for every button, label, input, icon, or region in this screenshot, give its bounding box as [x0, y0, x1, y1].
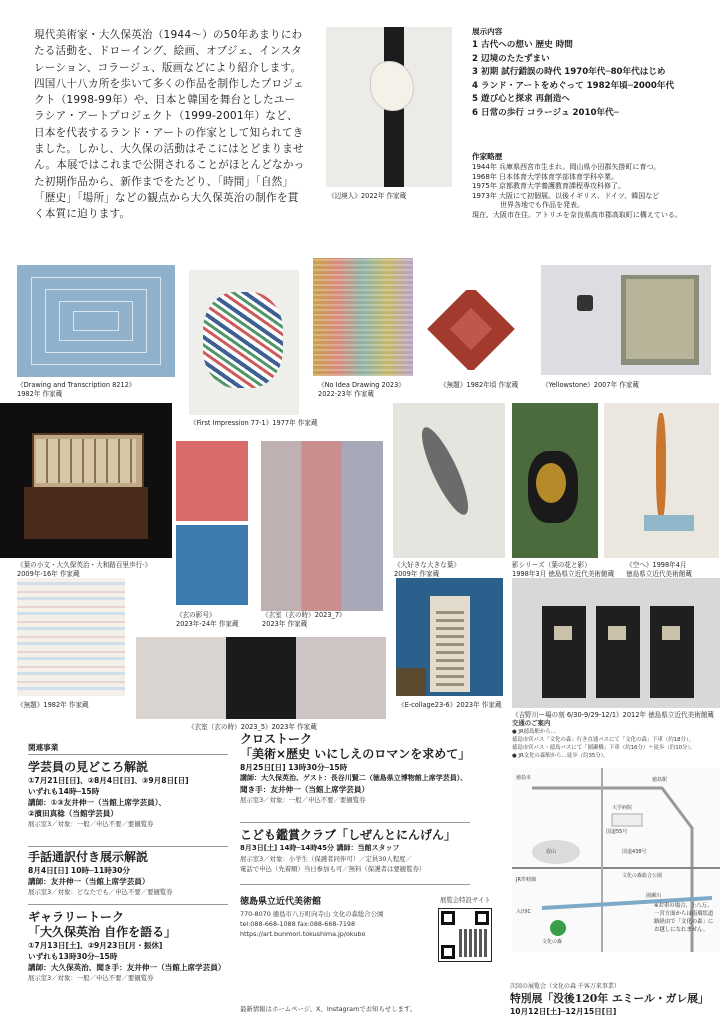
gallery-talk	[28, 910, 225, 983]
biography-line: 現在、大阪市在住。アトリエを奈良県高市郡高取町に構えている。	[472, 210, 682, 219]
artwork-caption: 《吉野川ー場の刻 6/30-9/29-12/1》2012年 徳島県立近代美術館蔵	[512, 711, 715, 719]
event-moderator: 聞き手：友井伸一（当館上席学芸員）	[240, 785, 370, 794]
map-label: JR牟岐線	[516, 877, 536, 883]
map-label: 大学病院	[612, 805, 633, 811]
museum-url-link[interactable]: https://art.bunmori.tokushima.jp/okubo	[240, 930, 366, 938]
artwork-caption: 《E-collage23-6》2023年 作家蔵	[398, 701, 502, 709]
cross-talk	[240, 732, 470, 805]
contents-item: 4 ランド・アートをめぐって 1982年頃─2000年代	[472, 80, 675, 91]
artwork-caption: 《玄室（玄の時）2023_7》 2023年 作家蔵	[262, 611, 346, 628]
divider	[28, 904, 228, 905]
artwork-caption: 《First Impression 77-1》1977年 作家蔵	[190, 419, 318, 427]
biography	[472, 163, 682, 221]
event-date: 8月4日[日] 10時─11時30分	[28, 866, 130, 875]
artwork-image	[176, 525, 248, 605]
event-date: 8月3日[土] 14時─14時45分 講師：当館スタッフ	[240, 844, 400, 852]
next-exhibition-dates: 10月12日[土]─12月15日[日]	[510, 1007, 617, 1016]
artwork-image	[422, 290, 522, 370]
map-label: 徳島駅	[652, 777, 668, 783]
artwork-caption: 《玄の影号》 2023年-24年 作家蔵	[176, 611, 239, 628]
next-exhibition-label: 次回の展覧会（文化の森 千客万来事業）	[510, 983, 620, 990]
divider	[28, 754, 228, 755]
museum-phone: tel:088-668-1088 fax:088-668-7198	[240, 920, 356, 928]
event-dates: ①7月13日[土]、②9月23日[月・振休]	[28, 941, 163, 950]
event-time: いずれも14時─15時	[28, 787, 100, 796]
event-speakers: 講師：大久保英治、ゲスト：長谷川賢二（徳島県立博物館上席学芸員）、	[240, 774, 468, 782]
curator-talk	[28, 760, 189, 829]
museum-info	[240, 896, 383, 939]
artwork-caption: 《玄室（玄の時）2023_5》2023年 作家蔵	[188, 723, 317, 731]
event-title: こども鑑賞クラブ「しぜんとにんげん」	[240, 828, 457, 842]
divider	[28, 846, 228, 847]
access-heading: 交通のご案内	[512, 719, 551, 727]
map-label: 徳島市	[516, 775, 532, 781]
event-title: クロストーク	[240, 732, 313, 746]
artwork-image	[541, 265, 711, 375]
map-label: 国道438号	[622, 849, 647, 855]
biography-line: 1944年 兵庫県西宮市生まれ。岡山県小田郡矢掛町に育つ。	[472, 163, 661, 171]
map-note: ※お車の場合、上八万、一宮方面からは南環状道路経由で「文化の森」にお越しになれません。	[654, 903, 714, 933]
divider	[240, 884, 470, 885]
map-label: 入田IC	[516, 909, 531, 915]
contents-item: 5 遊び心と探求 再創造へ	[472, 94, 570, 105]
artwork-image	[512, 403, 598, 558]
artwork-image	[512, 578, 720, 708]
event-note: 展示室3／対象：一般／申込不要／要観覧券	[240, 796, 366, 804]
event-lecturer: 講師：大久保英治、聞き手：友井伸一（当館上席学芸員）	[28, 963, 226, 972]
artwork-image	[17, 578, 125, 696]
artwork-image	[176, 441, 248, 521]
artwork-caption: 《葉の小文・大久保英治・大和路百里歩行-》 2009年-16年 作家蔵	[17, 561, 152, 578]
divider	[240, 822, 470, 823]
contents-heading: 展示内容	[472, 27, 503, 36]
event-title: 学芸員の見どころ解説	[28, 760, 149, 774]
event-title: 手話通訳付き展示解説	[28, 850, 149, 864]
event-subtitle: 「大久保英治 自作を語る」	[28, 925, 177, 939]
map-label: 眉山	[546, 849, 557, 855]
event-time: いずれも13時30分─15時	[28, 952, 118, 961]
artwork-caption: 《Drawing and Transcription 8212》 1982年 作家蔵	[17, 381, 136, 398]
contents-item: 2 辺境のたたずまい	[472, 53, 550, 64]
map-label: 文化の森	[542, 939, 563, 945]
event-lecturer: 講師：①③友井伸一（当館上席学芸員）、	[28, 798, 167, 807]
biography-line: 世界各地でも作品を発表。	[472, 201, 584, 210]
event-note: 展示室3／対象：一般／申込不要／要観覧券	[28, 974, 154, 982]
artwork-caption: 《空へ》1998年4月 徳島県立近代美術館蔵	[626, 561, 692, 578]
artwork-image	[393, 403, 505, 558]
event-lecturer: 講師：友井伸一（当館上席学芸員）	[28, 877, 150, 886]
biography-heading: 作家略歴	[472, 152, 503, 161]
museum-name: 徳島県立近代美術館	[240, 897, 322, 907]
artwork-image	[326, 27, 452, 187]
contents-item: 3 初期 試行錯誤の時代 1970年代─80年代はじめ	[472, 67, 666, 78]
events-heading: 関連事業	[28, 743, 59, 752]
map-label: 園瀬川	[646, 893, 662, 899]
qr-label: 展覧会特設サイト	[440, 896, 491, 904]
artwork-image	[0, 403, 172, 558]
biography-line: 1968年 日本体育大学体育学部体育学科卒業。	[472, 172, 619, 181]
museum-address: 770-8070 徳島市八万町向寺山 文化の森総合公園	[240, 910, 384, 918]
artwork-image	[189, 270, 299, 415]
artwork-caption: 影シリーズ（葉の花と影） 1998年3月 徳島県立近代美術館蔵	[512, 561, 615, 578]
contents-item: 1 古代への想い 歴史 時間	[472, 40, 573, 50]
event-apply: 電話で申込（先着順）当日参加も可／無料（保護者は要観覧券）	[240, 865, 426, 873]
access-line: 徳島市営バス・徳島バスにて「園瀬橋」下車（約16分）＋徒歩（約10分）。	[512, 745, 696, 751]
event-title: ギャラリートーク	[28, 910, 125, 924]
access-info	[512, 718, 696, 760]
qr-code-icon[interactable]	[438, 908, 492, 962]
event-subtitle: 「美術×歴史 いにしえのロマンを求めて」	[240, 747, 471, 761]
artwork-image	[136, 637, 386, 719]
artwork-caption: 《大好きな大きな葉》 2009年 作家蔵	[394, 561, 460, 578]
artwork-caption: 《No Idea Drawing 2023》 2022-23年 作家蔵	[318, 381, 405, 398]
artwork-caption: 《無題》1982年頃 作家蔵	[440, 381, 519, 389]
artwork-caption: 《辺境人》2022年 作家蔵	[328, 192, 407, 200]
kids-club	[240, 828, 456, 874]
map-label: 文化の森総合公園	[622, 873, 663, 879]
event-lecturer: ②濱田真稔（当館学芸員）	[28, 809, 118, 818]
event-dates: ①7月21日[日]、②8月4日[日]、③9月8日[日]	[28, 776, 189, 785]
sign-language-tour	[28, 850, 173, 897]
artwork-image	[261, 441, 383, 611]
artwork-image	[17, 265, 175, 377]
contents-list	[472, 39, 674, 121]
access-line: ● JR文化の森駅から…徒歩（約35分）。	[512, 753, 609, 759]
event-note: 展示室3／対象：どなたでも／申込不要／要観覧券	[28, 888, 173, 896]
access-line: ● JR徳島駅から…	[512, 729, 557, 735]
artwork-caption: 《無題》1982年 作家蔵	[17, 701, 89, 709]
artwork-image	[313, 258, 413, 376]
artwork-image	[396, 578, 503, 696]
intro-text: 現代美術家・大久保英治（1944〜）の50年あまりにわたる活動を、ドローイング、絵画、オブジェ、インスタレーション、コラージュ、版画などにより紹介します。四国八十八カ所を歩いて多くの作品を制作したプロジェクト（1998-99年）や、日本と韓国を舞台としたユーラシア・アートプロジェクト（1999-2001年）など、日本を代表するランド・アートの作家として知られてきました。しかし、大久保の活動はそこにはとどまりません。本展ではこれまで公開されることがほとんどなかった初期作品から、新作までをたどり、「時間」「自然」「歴史」「場所」などの観点から大久保英治の制作を貫く本質に迫ります。	[34, 29, 305, 221]
event-target: 展示室3／対象：小学生（保護者同伴可）／定員30人程度／	[240, 855, 412, 863]
next-exhibition	[510, 982, 709, 1017]
biography-line: 1973年 大阪にて初個展。以後イギリス、ドイツ、韓国など	[472, 191, 660, 200]
footer-note: 最新情報はホームページ、X、Instagramでお知らせします。	[240, 1005, 417, 1013]
event-note: 展示室3／対象：一般／申込不要／要観覧券	[28, 820, 154, 828]
artwork-caption: 《Yellowstone》2007年 作家蔵	[542, 381, 640, 389]
biography-line: 1975年 京都教育大学養護教育課程専攻科修了。	[472, 182, 626, 191]
event-date: 8月25日[日] 13時30分─15時	[240, 763, 348, 772]
contents-item: 6 日常の歩行 コラージュ 2010年代─	[472, 107, 619, 118]
access-line: 徳島市営バス「文化の森」行き直通バスにて「文化の森」下車（約18分）。	[512, 737, 695, 743]
map-label: 国道55号	[606, 829, 628, 835]
next-exhibition-title: 特別展「没後120年 エミール・ガレ展」	[510, 992, 709, 1005]
artwork-image	[604, 403, 719, 558]
